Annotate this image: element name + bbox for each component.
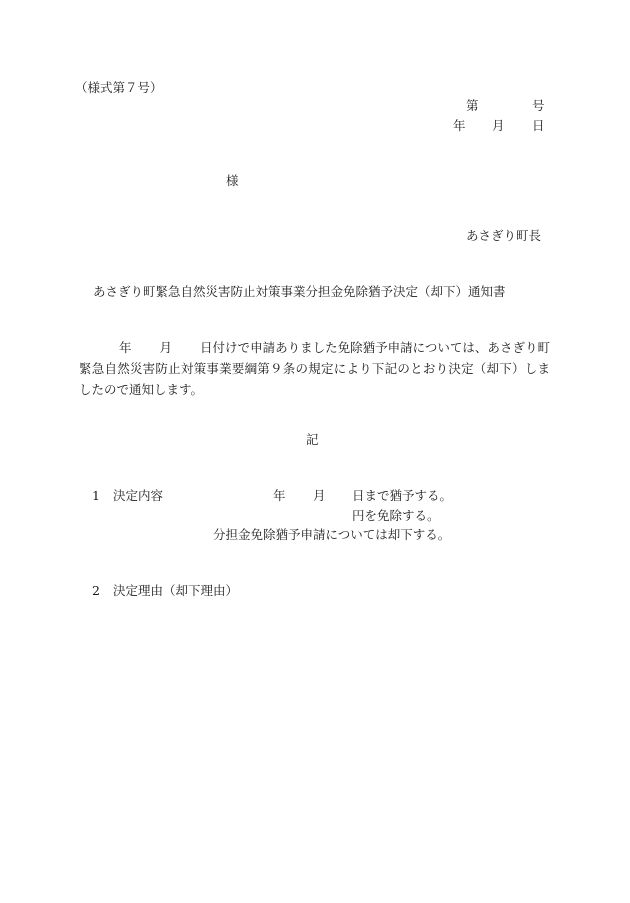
doc-number-prefix: 第 xyxy=(466,98,479,113)
body-paragraph xyxy=(79,337,550,400)
item1-line1-tail: 日まで猶予する。 xyxy=(352,488,453,503)
sender-name: あさぎり町長 xyxy=(466,228,542,243)
body-month: 月 xyxy=(159,340,173,355)
item1-number: 1 xyxy=(92,488,100,503)
document-title: あさぎり町緊急自然災害防止対策事業分担金免除猶予決定（却下）通知書 xyxy=(93,284,506,299)
item1-month: 月 xyxy=(313,488,326,503)
item2-number: 2 xyxy=(92,583,100,598)
form-label: （様式第７号） xyxy=(75,80,163,95)
item1-year: 年 xyxy=(273,488,286,503)
body-text: 日付けで申請ありました免除猶予申請については、あさぎり町緊急自然災害防止対策事業要綱第９条の規定により下記のとおり決定（却下）しましたので通知します。 xyxy=(79,340,550,397)
body-year: 年 xyxy=(119,340,132,355)
item2-label: 決定理由（却下理由） xyxy=(113,583,239,598)
date-month: 月 xyxy=(492,118,505,133)
date-year: 年 xyxy=(453,118,466,133)
date-day: 日 xyxy=(532,118,545,133)
item1-line3: 分担金免除猶予申請については却下する。 xyxy=(213,527,451,542)
item1-line2: 円を免除する。 xyxy=(352,508,440,523)
doc-number-suffix: 号 xyxy=(532,98,545,113)
item1-label: 決定内容 xyxy=(113,488,164,503)
ki-heading: 記 xyxy=(306,432,319,447)
addressee-honorific: 様 xyxy=(226,173,239,188)
